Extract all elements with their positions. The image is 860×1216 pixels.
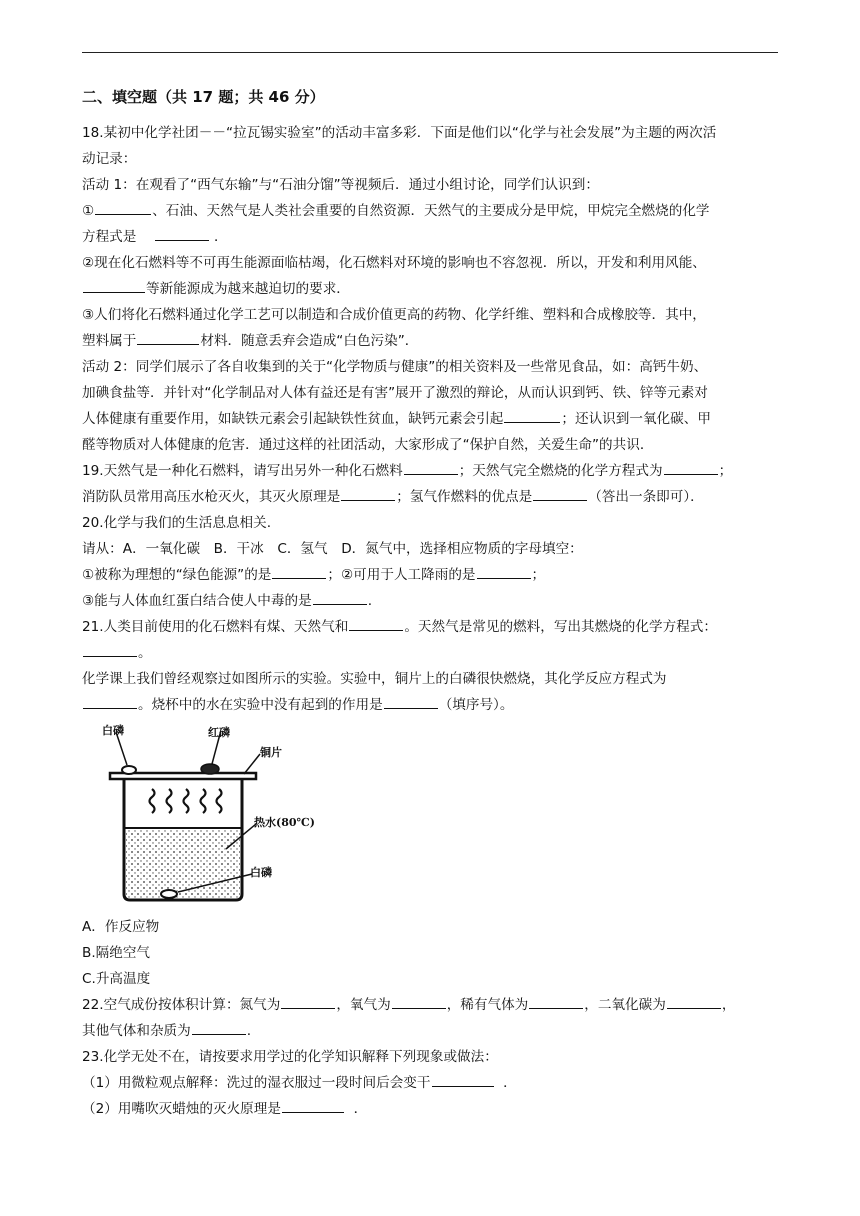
answer-blank[interactable] [504, 406, 560, 423]
q18-line [82, 224, 778, 250]
q19-text: ； [718, 463, 733, 479]
q18-line [82, 328, 778, 354]
question-19 [82, 458, 778, 510]
q18-line: 醛等物质对人体健康的危害．通过这样的社团活动，大家形成了“保护自然，关爱生命”的共识． [82, 437, 654, 453]
question-23 [82, 1044, 778, 1122]
q18-text: ． [214, 229, 228, 245]
option-a: A．作反应物 [82, 919, 160, 935]
label-white-phosphorus-bottom: 白磷 [250, 866, 272, 879]
label-white-phosphorus-top: 白磷 [102, 724, 124, 737]
q18-line: 动记录： [82, 151, 137, 167]
white-phosphorus-top [122, 766, 136, 774]
answer-blank[interactable] [83, 276, 145, 293]
document-page [82, 86, 778, 1122]
q18-text: 材料．随意丢弃会造成“白色污染”． [200, 333, 419, 349]
answer-blank[interactable] [664, 458, 718, 475]
steam-lines [150, 789, 222, 813]
label-red-phosphorus: 红磷 [208, 726, 230, 739]
answer-blank[interactable] [137, 328, 199, 345]
q20-text: . [367, 593, 373, 609]
q19-text: ；天然气完全燃烧的化学方程式为 [458, 463, 663, 479]
question-20 [82, 510, 778, 614]
answer-blank[interactable] [392, 992, 446, 1009]
q18-line [82, 406, 778, 432]
q23-text: （2）用嘴吹灭蜡烛的灭火原理是 [82, 1101, 281, 1117]
q21-line [82, 692, 778, 718]
q19-line [82, 458, 778, 484]
answer-blank[interactable] [529, 992, 583, 1009]
hot-water [126, 829, 240, 898]
question-22 [82, 992, 778, 1044]
q18-line: ③人们将化石燃料通过化学工艺可以制造和合成价值更高的药物、化学纤维、塑料和合成橡胶等．其中， [82, 307, 706, 323]
answer-blank[interactable] [404, 458, 458, 475]
q22-text: ，二氧化碳为 [584, 997, 666, 1013]
q21-text: 。烧杯中的水在实验中没有起到的作用是 [138, 697, 383, 713]
answer-blank[interactable] [432, 1070, 494, 1087]
q18-text: ① [82, 203, 95, 219]
q22-text: . [246, 1023, 252, 1039]
option-c: C.升高温度 [82, 971, 151, 987]
q18-text: 塑料属于 [82, 333, 137, 349]
q21-text: 。 [138, 645, 152, 661]
answer-blank[interactable] [192, 1018, 246, 1035]
q21-line [82, 614, 778, 640]
answer-blank[interactable] [155, 224, 209, 241]
white-phosphorus-bottom [161, 890, 177, 898]
q20-line [82, 588, 778, 614]
q23-text: ． [503, 1075, 517, 1091]
q23-text: ． [353, 1101, 368, 1117]
answer-blank[interactable] [83, 692, 137, 709]
answer-blank[interactable] [282, 1096, 344, 1113]
q21-line [82, 640, 778, 666]
q20-text: ①被称为理想的“绿色能源”的是 [82, 567, 272, 583]
answer-blank[interactable] [341, 484, 395, 501]
q19-line [82, 484, 778, 510]
q18-line [82, 276, 778, 302]
q22-text: 其他气体和杂质为 [82, 1023, 191, 1039]
q20-text: ；②可用于人工降雨的是 [327, 567, 476, 583]
answer-blank[interactable] [477, 562, 531, 579]
answer-blank[interactable] [83, 640, 137, 657]
q21-text: （填序号）。 [438, 697, 514, 713]
q23-text: （1）用微粒观点解释：洗过的湿衣服过一段时间后会变干 [82, 1075, 431, 1091]
answer-blank[interactable] [313, 588, 367, 605]
q19-text: 消防队员常用高压水枪灭火，其灭火原理是 [82, 489, 341, 505]
q18-text: ；还认识到一氧化碳、甲 [561, 411, 711, 427]
q21-text: 。天然气是常见的燃料，写出其燃烧的化学方程式： [404, 619, 717, 635]
question-18 [82, 120, 778, 458]
q18-text: 人体健康有重要作用，如缺铁元素会引起缺铁性贫血，缺钙元素会引起 [82, 411, 504, 427]
section-heading: 二、填空题（共 17 题；共 46 分） [82, 88, 325, 106]
answer-blank[interactable] [533, 484, 587, 501]
q18-line: 加碘食盐等．并针对“化学制品对人体有益还是有害”展开了激烈的辩论，从而认识到钙、铁、锌等元素对 [82, 385, 708, 401]
q18-text: 、石油、天然气是人类社会重要的自然资源．天然气的主要成分是甲烷，甲烷完全燃烧的化学 [152, 203, 710, 219]
q18-line: ②现在化石燃料等不可再生能源面临枯竭，化石燃料对环境的影响也不容忽视．所以，开发和利用风能、 [82, 255, 706, 271]
q20-text: ； [531, 567, 546, 583]
q20-line: 请从：A．一氧化碳 B．干冰 C．氢气 D．氮气中，选择相应物质的字母填空： [82, 541, 583, 557]
q22-text: ，稀有气体为 [446, 997, 529, 1013]
question-21 [82, 614, 778, 992]
q21-text: 21.人类目前使用的化石燃料有煤、天然气和 [82, 619, 349, 635]
q18-line: 活动 1：在观看了“西气东输”与“石油分馏”等视频后．通过小组讨论，同学们认识到： [82, 177, 599, 193]
q22-text: ，氧气为 [336, 997, 391, 1013]
q22-text: ， [721, 997, 736, 1013]
answer-blank[interactable] [281, 992, 335, 1009]
q23-line [82, 1070, 778, 1096]
q21-line: 化学课上我们曾经观察过如图所示的实验。实验中，铜片上的白磷很快燃烧，其化学反应方程式为 [82, 671, 667, 687]
q19-text: 19.天然气是一种化石燃料，请写出另外一种化石燃料 [82, 463, 403, 479]
answer-blank[interactable] [95, 198, 151, 215]
answer-blank[interactable] [349, 614, 403, 631]
label-copper-plate: 铜片 [260, 746, 282, 759]
q20-line [82, 562, 778, 588]
q20-text: ③能与人体血红蛋白结合使人中毒的是 [82, 593, 312, 609]
q18-text: 方程式是 [82, 229, 141, 245]
q22-line [82, 992, 778, 1018]
q19-text: ；氢气作燃料的优点是 [396, 489, 533, 505]
experiment-figure [82, 724, 778, 910]
q23-line [82, 1096, 778, 1122]
q20-line: 20.化学与我们的生活息息相关. [82, 515, 272, 531]
option-b: B.隔绝空气 [82, 945, 151, 961]
q18-line: 18.某初中化学社团－－“拉瓦锡实验室”的活动丰富多彩．下面是他们以“化学与社会发展”为主题的两次活 [82, 125, 717, 141]
q22-line [82, 1018, 778, 1044]
top-rule [82, 52, 778, 53]
red-phosphorus [201, 764, 219, 774]
answer-blank[interactable] [272, 562, 326, 579]
label-hot-water: 热水(80℃) [254, 816, 315, 829]
q18-line [82, 198, 778, 224]
q19-text: （答出一条即可）． [588, 489, 704, 505]
q23-line: 23.化学无处不在，请按要求用学过的化学知识解释下列现象或做法： [82, 1049, 498, 1065]
q18-text: 等新能源成为越来越迫切的要求． [146, 281, 350, 297]
answer-blank[interactable] [384, 692, 438, 709]
q22-text: 22.空气成份按体积计算：氮气为 [82, 997, 281, 1013]
answer-blank[interactable] [667, 992, 721, 1009]
q18-line: 活动 2：同学们展示了各自收集到的关于“化学物质与健康”的相关资料及一些常见食品，如：高钙牛奶、 [82, 359, 708, 375]
